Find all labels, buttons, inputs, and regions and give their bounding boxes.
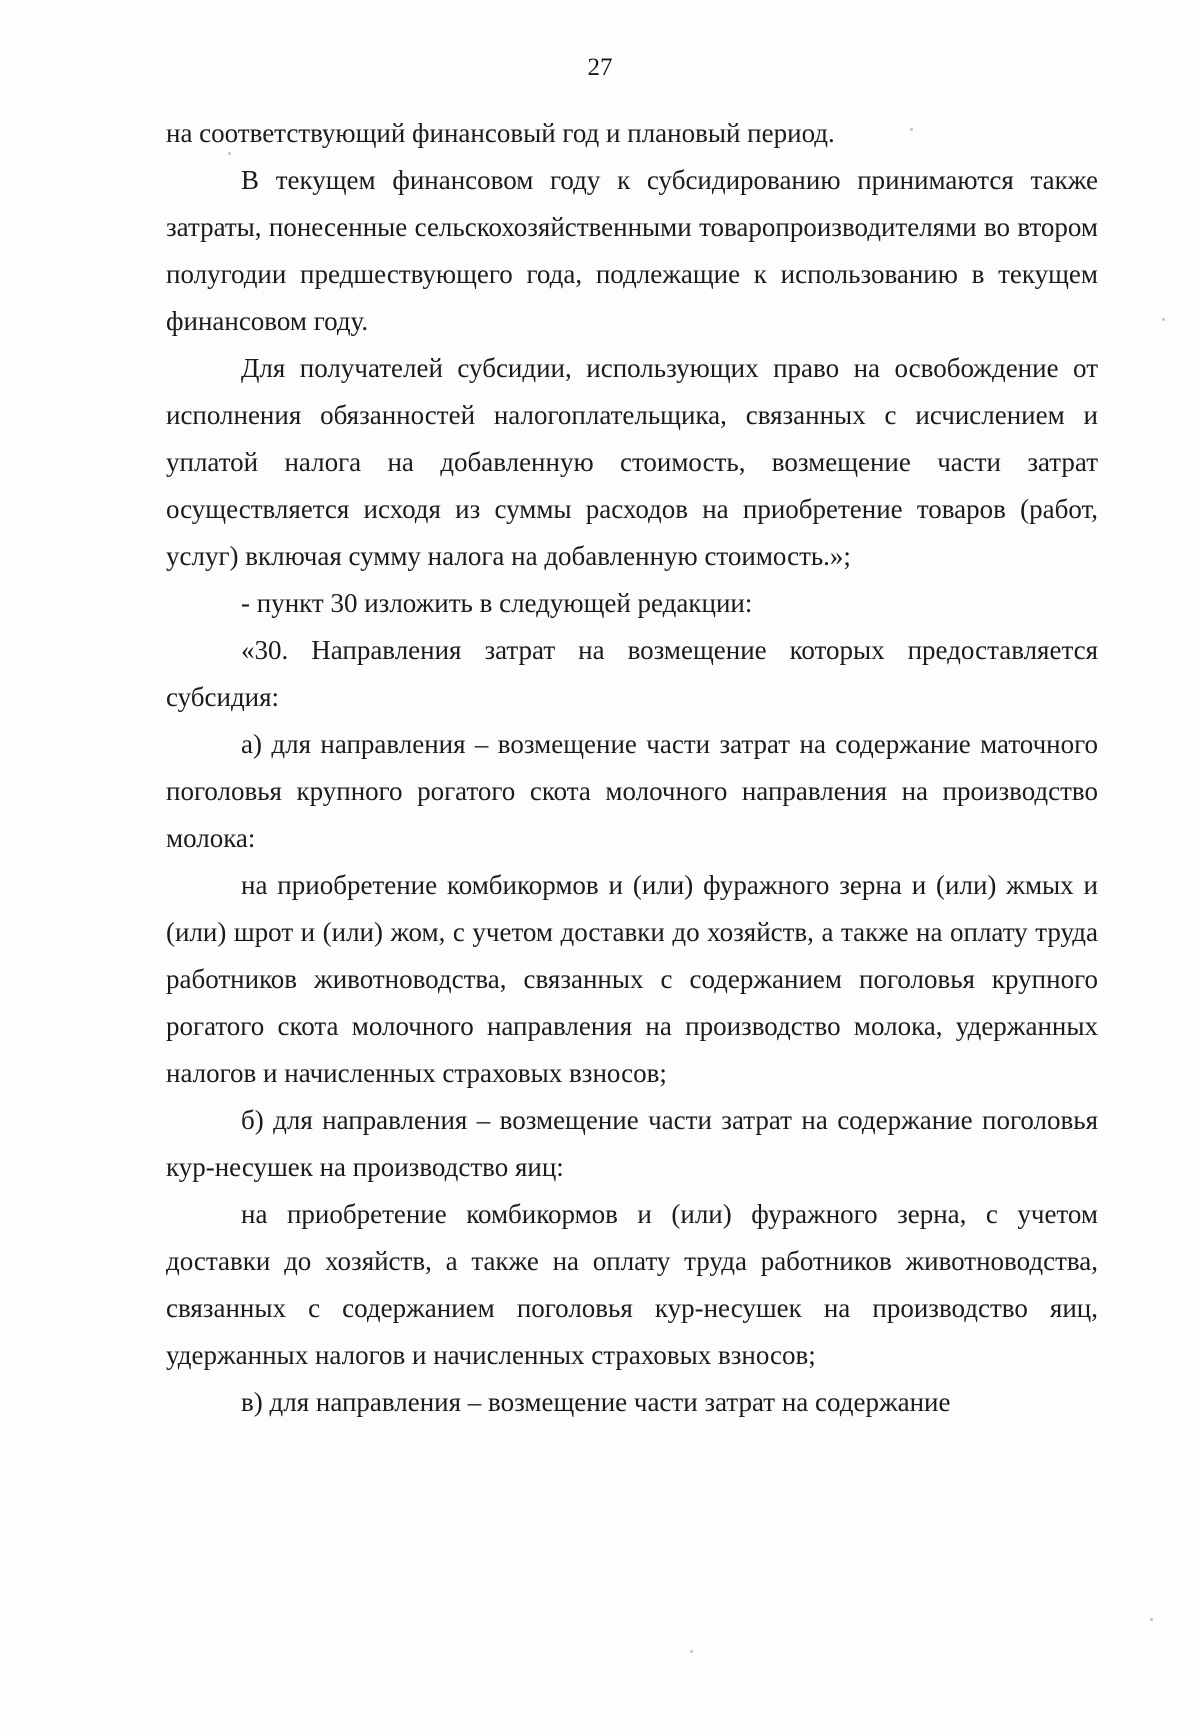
paragraph-continuation: на соответствующий финансовый год и плановый период.: [166, 118, 835, 148]
scan-speck: [228, 152, 231, 155]
paragraph-item-30-heading: «30. Направления затрат на возмещение которых предоставляется субсидия:: [166, 635, 1098, 712]
paragraph-current-year-costs: В текущем финансовом году к субсидированию принимаются также затраты, понесенные сельскохозяйственными товаропроизводителями во втором полугодии предшествующего года, подлежащие к использованию в текущем финансовом году.: [166, 165, 1098, 336]
scan-speck: [1150, 1618, 1153, 1621]
scan-speck: [690, 1650, 693, 1653]
scan-speck: [1162, 318, 1165, 321]
paragraph-vat-exemption: Для получателей субсидии, использующих право на освобождение от исполнения обязанностей налогоплательщика, связанных с исчислением и уплатой налога на добавленную стоимость, возмещение части затрат осуществляется исходя из суммы расходов на приобретение товаров (работ, услуг) включая сумму налога на добавленную стоимость.»;: [166, 353, 1098, 571]
scan-speck: [910, 128, 913, 131]
paragraph-subitem-b-details: на приобретение комбикормов и (или) фуражного зерна, с учетом доставки до хозяйств, а также на оплату труда работников животноводства, связанных с содержанием поголовья кур-несушек на производство яиц, удержанных налогов и начисленных страховых взносов;: [166, 1199, 1098, 1370]
paragraph-item-30-amendment: - пункт 30 изложить в следующей редакции:: [241, 588, 753, 618]
page-number: 27: [587, 54, 613, 81]
paragraph-subitem-b: б) для направления – возмещение части затрат на содержание поголовья кур-несушек на производство яиц:: [166, 1105, 1098, 1182]
paragraph-subitem-a-details: на приобретение комбикормов и (или) фуражного зерна и (или) жмых и (или) шрот и (или) жом, с учетом доставки до хозяйств, а также на оплату труда работников животноводства, связанных с содержанием поголовья крупного рогатого скота молочного направления на производство молока, удержанных налогов и начисленных страховых взносов;: [166, 870, 1098, 1088]
paragraph-subitem-a: а) для направления – возмещение части затрат на содержание маточного поголовья крупного рогатого скота молочного направления на производство молока:: [166, 729, 1098, 853]
paragraph-subitem-v: в) для направления – возмещение части затрат на содержание: [241, 1387, 951, 1417]
document-body: [166, 110, 1098, 1426]
